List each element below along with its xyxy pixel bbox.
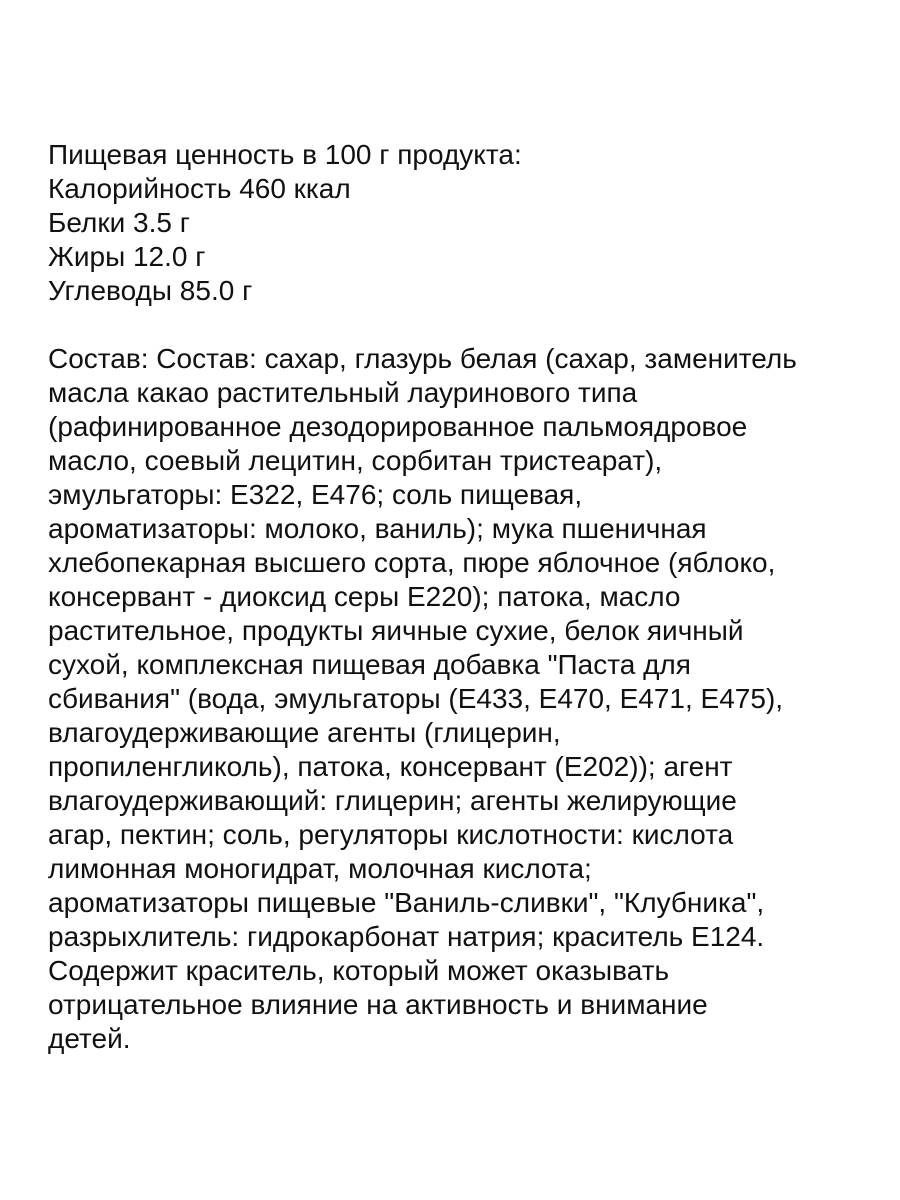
warning-line: Содержит краситель, который может оказывать xyxy=(48,955,670,986)
calories-line: Калорийность 460 ккал xyxy=(48,173,351,204)
nutrition-heading: Пищевая ценность в 100 г продукта: xyxy=(48,139,522,170)
ingredients-line: масло, соевый лецитин, сорбитан тристеарат), xyxy=(48,445,663,476)
ingredients-line: влагоудерживающие агенты (глицерин, xyxy=(48,717,561,748)
ingredients-line: масла какао растительный лауринового типа xyxy=(48,377,638,408)
product-info-page xyxy=(48,138,878,1056)
ingredients-line: разрыхлитель: гидрокарбонат натрия; краситель Е124. xyxy=(48,921,765,952)
fat-line: Жиры 12.0 г xyxy=(48,241,206,272)
ingredients-line: растительное, продукты яичные сухие, белок яичный xyxy=(48,615,744,646)
ingredients-line: Состав: Состав: сахар, глазурь белая (сахар, заменитель xyxy=(48,343,797,374)
ingredients-line: эмульгаторы: Е322, Е476; соль пищевая, xyxy=(48,479,583,510)
warning-line: детей. xyxy=(48,1023,131,1054)
ingredients-line: консервант - диоксид серы Е220); патока, масло xyxy=(48,581,681,612)
nutrition-facts xyxy=(48,138,878,308)
ingredients-line: ароматизаторы пищевые "Ваниль-сливки", "Клубника", xyxy=(48,887,765,918)
ingredients-line: агар, пектин; соль, регуляторы кислотности: кислота xyxy=(48,819,734,850)
ingredients-line: пропиленгликоль), патока, консервант (Е202)); агент xyxy=(48,751,733,782)
warning-line: отрицательное влияние на активность и внимание xyxy=(48,989,708,1020)
carbs-line: Углеводы 85.0 г xyxy=(48,275,253,306)
ingredients-line: влагоудерживающий: глицерин; агенты желирующие xyxy=(48,785,737,816)
ingredients-line: ароматизаторы: молоко, ваниль); мука пшеничная xyxy=(48,513,707,544)
ingredients-line: (рафинированное дезодорированное пальмоядровое xyxy=(48,411,748,442)
ingredients-line: сухой, комплексная пищевая добавка "Паста для xyxy=(48,649,691,680)
protein-line: Белки 3.5 г xyxy=(48,207,190,238)
ingredients-line: лимонная моногидрат, молочная кислота; xyxy=(48,853,592,884)
ingredients-line: хлебопекарная высшего сорта, пюре яблочное (яблоко, xyxy=(48,547,776,578)
ingredients-line: сбивания" (вода, эмульгаторы (Е433, Е470, Е471, Е475), xyxy=(48,683,784,714)
ingredients-text xyxy=(48,342,878,1056)
